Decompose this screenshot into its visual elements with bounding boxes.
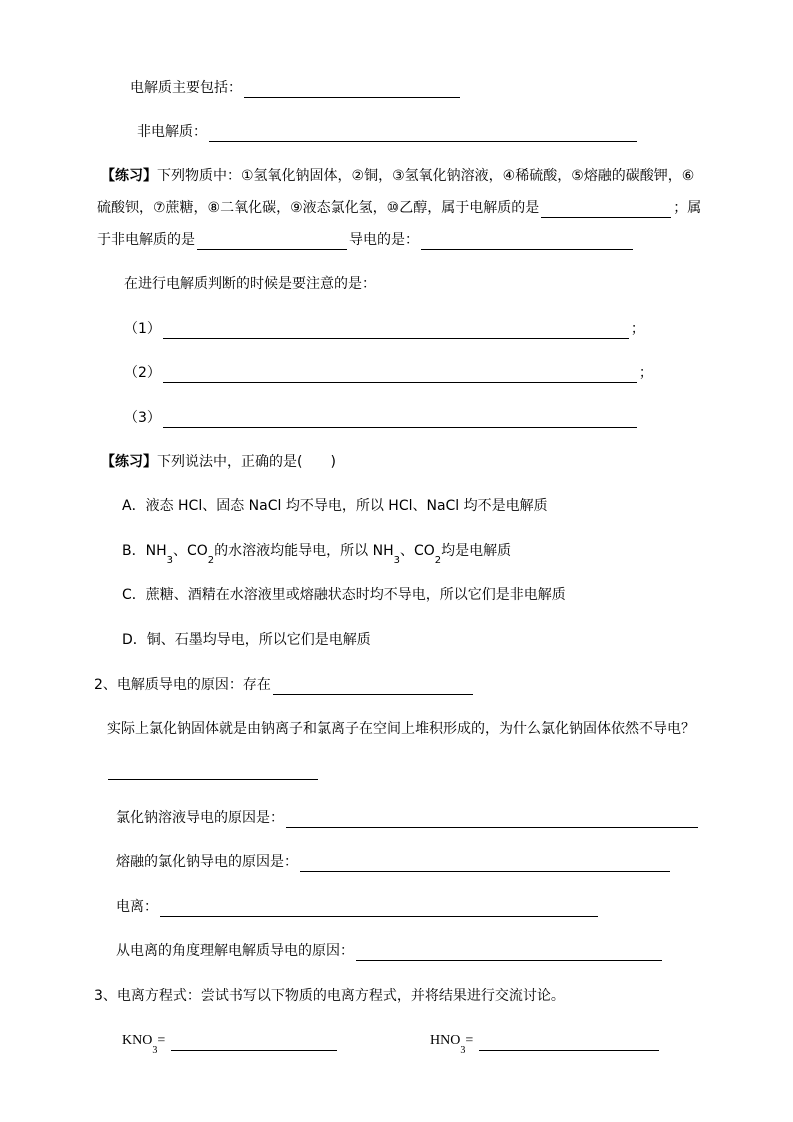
blank-ionization-angle[interactable] — [356, 945, 662, 961]
blank-nonelectrolytes[interactable] — [197, 234, 347, 250]
line-electrolyte-types: 电解质主要包括： — [130, 78, 462, 98]
section-2-question: 实际上氯化钠固体就是由钠离子和氯离子在空间上堆积形成的，为什么氯化钠固体依然不导电？ — [107, 721, 695, 737]
blank-hno3-equation[interactable] — [479, 1035, 659, 1051]
option-b[interactable]: B．NH 3 、CO 2 的水溶液均能导电，所以 NH 3 、CO 2 均是电解质 — [122, 543, 512, 566]
blank-ionization[interactable] — [160, 901, 598, 917]
section-3-heading: 3、电离方程式：尝试书写以下物质的电离方程式，并将结果进行交流讨论。 — [94, 988, 565, 1004]
equation-kno3: KNO 3 = — [122, 1031, 339, 1051]
blank-conduction-cause[interactable] — [273, 679, 473, 695]
exercise1-line1: 【练习】 下列物质中：①氢氧化钠固体，②铜，③氢氧化钠溶液，④稀硫酸，⑤熔融的碳酸钾，⑥ — [101, 168, 695, 184]
equation-hno3: HNO 3 = — [430, 1031, 661, 1051]
exercise-tag: 【练习】 — [101, 454, 157, 470]
option-a[interactable]: A．液态 HCl、固态 NaCl 均不导电，所以 HCl、NaCl 均不是电解质 — [122, 498, 548, 514]
blank-kno3-equation[interactable] — [171, 1035, 337, 1051]
blank-molten-conduction[interactable] — [300, 856, 670, 872]
blank-solid-nacl[interactable] — [108, 764, 318, 780]
blank-note-3[interactable] — [163, 412, 637, 428]
ionization-definition: 电离： — [116, 897, 600, 917]
section-2-answer-line — [108, 764, 318, 780]
blank-note-1[interactable] — [163, 323, 629, 339]
solution-conduction: 氯化钠溶液导电的原因是： — [116, 808, 700, 828]
blank-nonelectrolyte[interactable] — [209, 126, 637, 142]
note-item-3: （3） — [124, 408, 639, 428]
option-c[interactable]: C．蔗糖、酒精在水溶液里或熔融状态时均不导电，所以它们是非电解质 — [122, 587, 566, 603]
note-item-2: （2） ； — [124, 365, 653, 381]
ionization-angle: 从电离的角度理解电解质导电的原因： — [116, 941, 664, 961]
exercise1-line2: 硫酸钡，⑦蔗糖，⑧二氧化碳，⑨液态氯化氢，⑩乙醇，属于电解质的是 ；属 — [97, 200, 702, 216]
exercise-tag: 【练习】 — [101, 168, 157, 184]
blank-conductors[interactable] — [421, 234, 633, 250]
exercise1-line3: 于非电解质的是 导电的是： — [97, 230, 635, 250]
line-nonelectrolyte: 非电解质： — [137, 122, 639, 142]
blank-electrolytes[interactable] — [541, 202, 671, 218]
notes-heading: 在进行电解质判断的时候是要注意的是： — [124, 276, 376, 292]
section-2-heading: 2、电解质导电的原因：存在 — [94, 675, 475, 695]
blank-solution-conduction[interactable] — [286, 812, 698, 828]
blank-electrolyte-types[interactable] — [244, 82, 460, 98]
note-item-1: （1） ； — [124, 321, 645, 337]
blank-note-2[interactable] — [163, 367, 637, 383]
molten-conduction: 熔融的氯化钠导电的原因是： — [116, 852, 672, 872]
exercise2-question: 【练习】 下列说法中，正确的是( ) — [101, 454, 336, 470]
option-d[interactable]: D．铜、石墨均导电，所以它们是电解质 — [122, 632, 371, 648]
